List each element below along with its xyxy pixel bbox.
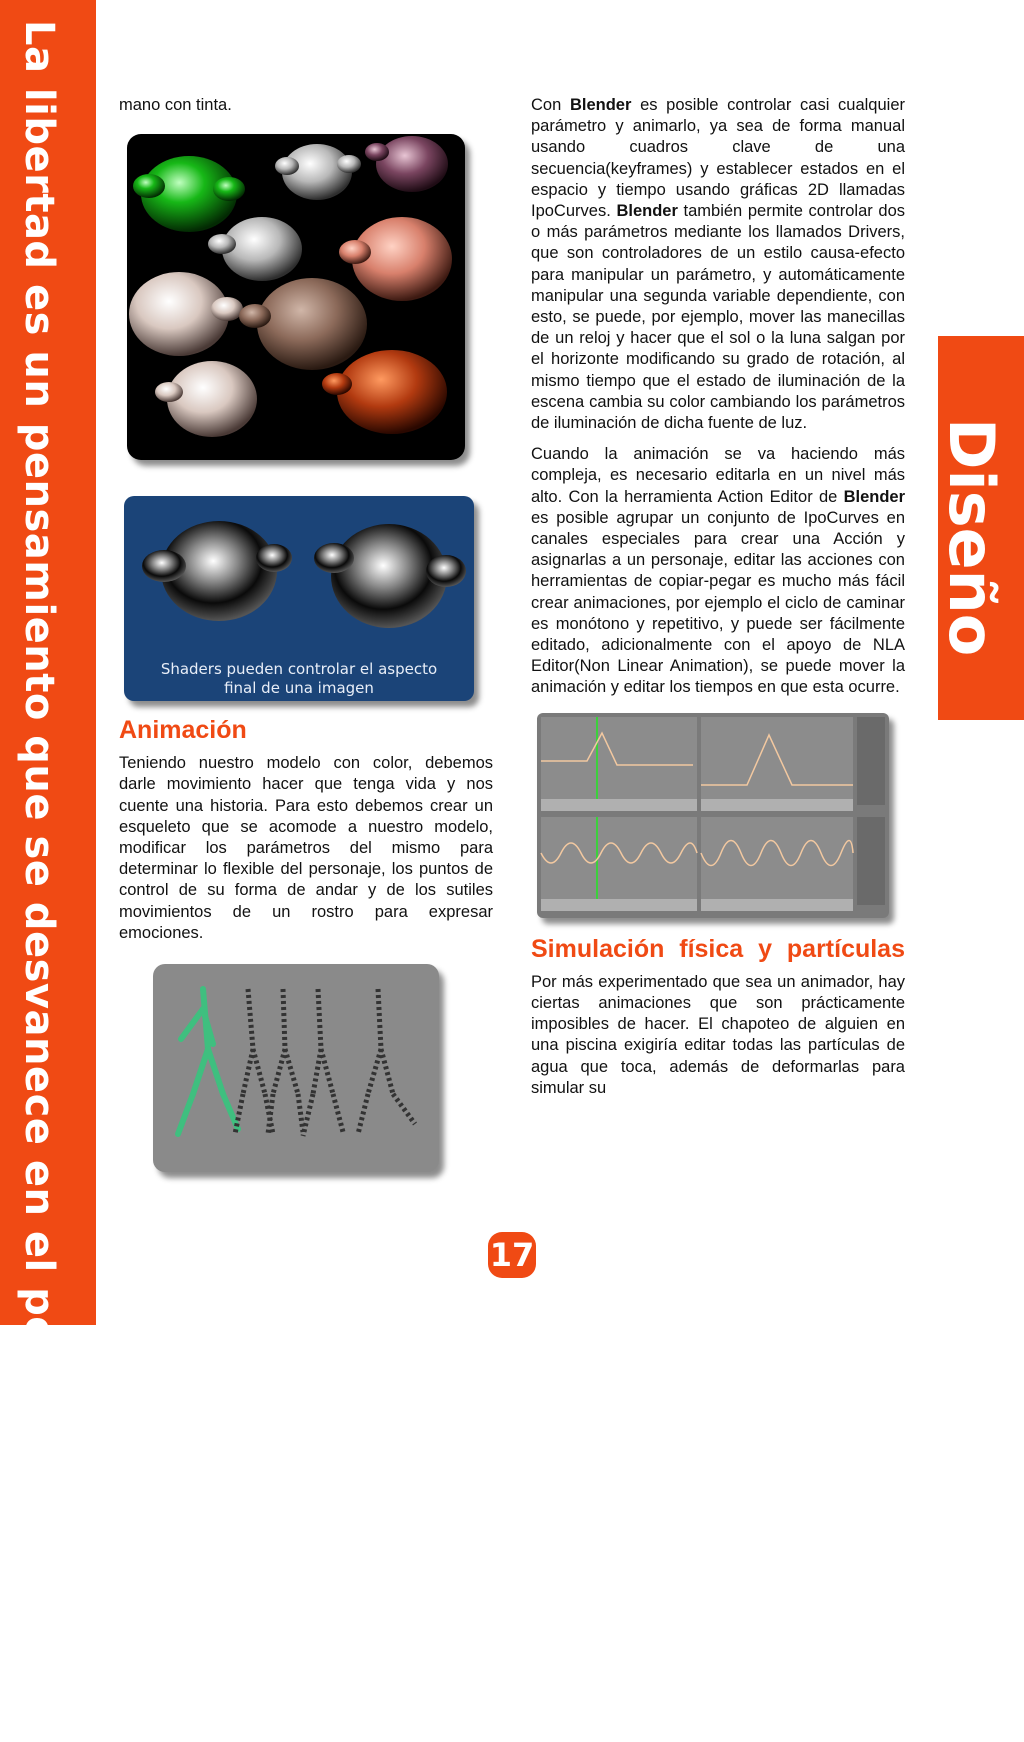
section-tab [935, 336, 1024, 720]
blender-paragraph-2: Cuando la animación se va haciendo más compleja, es necesario editarla en un nivel más alto. Con la herramienta Action Editor de Blender es posible agrupar un conjunto de IpoCurves en canales especiales para crear una Acción y asignarlas a un personaje, editar las acciones con herramientas de copiar-pegar es mucho más fácil crear animaciones, por ejemplo el ciclo de caminar es monótono y repetitivo, y puede ser fácilmente editado, adicionalmente con el apoyo de NLA Editor(Non Linear Animation), se puede mover la animación y editar los tiempos en que esta ocurre. [531, 445, 905, 697]
figure-walk-cycle [153, 964, 439, 1172]
monkey-green [133, 156, 245, 232]
monkey-gray [208, 217, 302, 281]
left-sidebar-band [0, 0, 96, 1742]
skeleton-ghost-1 [235, 989, 273, 1134]
monkey-pearl-bottom [155, 361, 257, 437]
chrome-monkey-right [314, 524, 466, 628]
figure-monkey-materials [127, 134, 465, 460]
monkey-pink [339, 217, 452, 301]
simulation-paragraph: Por más experimentado que sea un animador, hay ciertas animaciones que son prácticamente imposibles de hacer. El chapoteo de alguien en una piscina exigiría editar todas las partículas de agua que toca, además de deformarlas para simular su [531, 972, 905, 1097]
ipo-panel-bottom-right [701, 817, 885, 911]
monkey-pearl-left [129, 272, 243, 356]
sidebar-vertical-title: La libertad es un pensamiento que se desvanece en el pozo de la sociedad [16, 20, 62, 1742]
right-column [531, 95, 905, 1109]
skeleton-ghost-3 [303, 989, 343, 1136]
skeleton-ghost-2 [268, 989, 303, 1134]
intro-text: mano con tinta. [119, 96, 232, 114]
monkey-materials-image [127, 134, 465, 460]
blender-paragraph-1: Con Blender es posible controlar casi cualquier parámetro y animarlo, ya sea de forma manual usando cuadros clave de una secuencia(keyframes) y establecer estados en el espacio y tiempo usando gráficas 2D llamadas IpoCurves. Blender también permite controlar dos o más parámetros mediante los llamados Drivers, que son controladores de un estilo causa-efecto para manipular un parámetro, y automáticamente manipular una segunda variable dependiente, con esto, se puede, por ejemplo, mover las manecillas de un reloj y hacer que el sol o la luna salgan por el horizonte modificando su grado de rotación, al mismo tiempo que el estado de iluminación de la escena cambia su color cambiando los parámetros de iluminación de dicha fuente de luz. [531, 96, 905, 433]
section-tab-label: Diseño [935, 418, 1008, 657]
ipo-panel-top-left [541, 717, 697, 811]
figure-shaders-caption-line1: Shaders pueden controlar el aspecto [160, 660, 438, 679]
monkey-brown [239, 278, 367, 370]
figure-shaders [124, 496, 474, 701]
animation-heading: Animación [119, 716, 247, 745]
walk-cycle-image [153, 964, 439, 1172]
ipo-panel-top-right [701, 717, 885, 811]
figure-shaders-caption-line2: final de una imagen [224, 679, 374, 698]
monkey-silver [275, 144, 361, 200]
ipo-curves-image [537, 713, 889, 918]
ipo-panel-bottom-left [541, 817, 697, 911]
monkey-purple [365, 136, 448, 192]
simulation-heading: Simulación física y partículas [531, 934, 905, 963]
skeleton-ghost-4 [358, 989, 415, 1134]
figure-ipo-curves [537, 713, 889, 918]
skeleton-green [178, 989, 238, 1134]
left-column [119, 95, 493, 1172]
shaders-image [124, 496, 474, 701]
chrome-monkey-left [142, 521, 292, 621]
animation-paragraph: Teniendo nuestro modelo con color, debemos darle movimiento hacer que tenga vida y nos cuente una historia. Para esto debemos crear un esqueleto que se acomode a nuestro modelo, modificar los parámetros del mismo para determinar lo flexible del personaje, los puntos de control de su forma de andar y de los sutiles movimientos de un rostro para expresar emociones. [119, 754, 493, 942]
page-number: 17 [488, 1232, 536, 1278]
